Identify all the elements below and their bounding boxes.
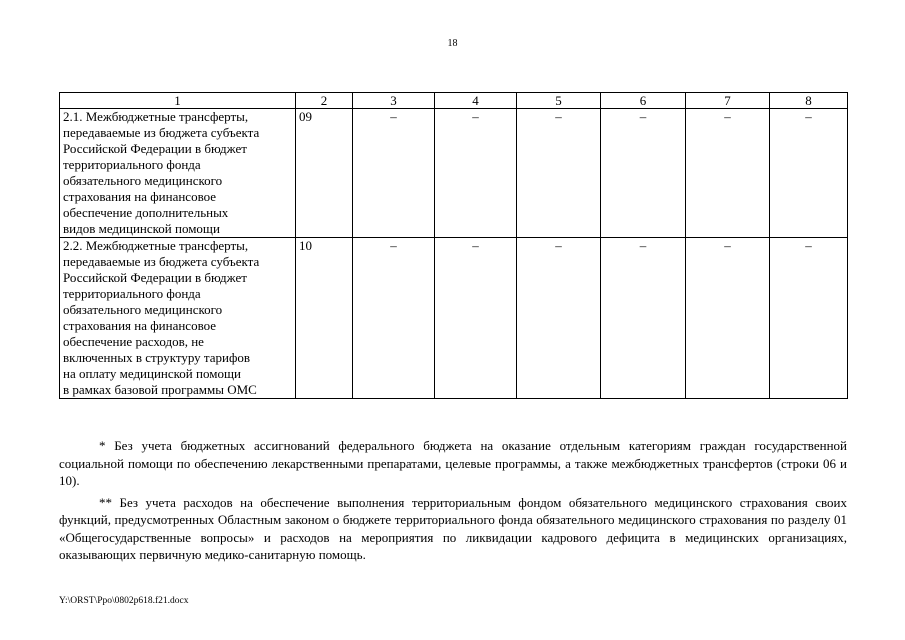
description-line: страхования на финансовое xyxy=(63,318,217,333)
footnote-1: * Без учета бюджетных ассигнований федерального бюджета на оказание отдельным категориям граждан государственной социальной помощи по обеспечению лекарственными препаратами, целевые программы, а также межбюджетных трансфертов (строки 06 и 10). xyxy=(59,438,847,488)
column-header: 5 xyxy=(517,93,601,109)
row-description xyxy=(60,109,296,238)
table-row xyxy=(60,109,848,238)
table-cell: – xyxy=(353,238,435,399)
table-cell: – xyxy=(435,238,517,399)
table-cell: – xyxy=(770,109,848,238)
table-cell: – xyxy=(686,238,770,399)
column-header: 6 xyxy=(601,93,686,109)
column-header: 2 xyxy=(296,93,353,109)
column-header: 8 xyxy=(770,93,848,109)
footnotes xyxy=(59,437,847,568)
row-code: 09 xyxy=(296,109,353,238)
description-line: Российской Федерации в бюджет xyxy=(63,141,247,156)
table-cell: – xyxy=(517,109,601,238)
row-code: 10 xyxy=(296,238,353,399)
description-line: на оплату медицинской помощи xyxy=(63,366,241,381)
column-header: 3 xyxy=(353,93,435,109)
description-line: обязательного медицинского xyxy=(63,173,223,188)
row-description xyxy=(60,238,296,399)
table-cell: – xyxy=(517,238,601,399)
description-line: Российской Федерации в бюджет xyxy=(63,270,247,285)
description-line: 2.2. Межбюджетные трансферты, xyxy=(63,238,249,253)
description-line: 2.1. Межбюджетные трансферты, xyxy=(63,109,249,124)
description-line: территориального фонда xyxy=(63,286,201,301)
column-header: 1 xyxy=(60,93,296,109)
table-cell: – xyxy=(601,238,686,399)
description-line: страхования на финансовое xyxy=(63,189,217,204)
table-row xyxy=(60,238,848,399)
description-line: обязательного медицинского xyxy=(63,302,223,317)
description-line: передаваемые из бюджета субъекта xyxy=(63,125,260,140)
description-line: передаваемые из бюджета субъекта xyxy=(63,254,260,269)
table-cell: – xyxy=(601,109,686,238)
file-path: Y:\ORST\Ppo\0802p618.f21.docx xyxy=(59,596,189,606)
budget-table xyxy=(59,92,848,399)
table-cell: – xyxy=(353,109,435,238)
page-number: 18 xyxy=(447,38,458,49)
description-line: территориального фонда xyxy=(63,157,201,172)
table-cell: – xyxy=(435,109,517,238)
column-header: 4 xyxy=(435,93,517,109)
description-line: включенных в структуру тарифов xyxy=(63,350,251,365)
column-header: 7 xyxy=(686,93,770,109)
description-line: видов медицинской помощи xyxy=(63,221,220,236)
header-row xyxy=(60,93,848,109)
description-line: в рамках базовой программы ОМС xyxy=(63,382,257,397)
table-cell: – xyxy=(770,238,848,399)
description-line: обеспечение расходов, не xyxy=(63,334,204,349)
footnote-2: ** Без учета расходов на обеспечение выполнения территориальным фондом обязательного медицинского страхования своих функций, предусмотренных Областным законом о бюджете территориального фонда обязательного медицинского страхования по разделу 01 «Общегосударственные вопросы» и расходов на мероприятия по ликвидации кадрового дефицита в медицинских организациях, оказывающих первичную медико-санитарную помощь. xyxy=(59,494,847,562)
description-line: обеспечение дополнительных xyxy=(63,205,229,220)
table-cell: – xyxy=(686,109,770,238)
